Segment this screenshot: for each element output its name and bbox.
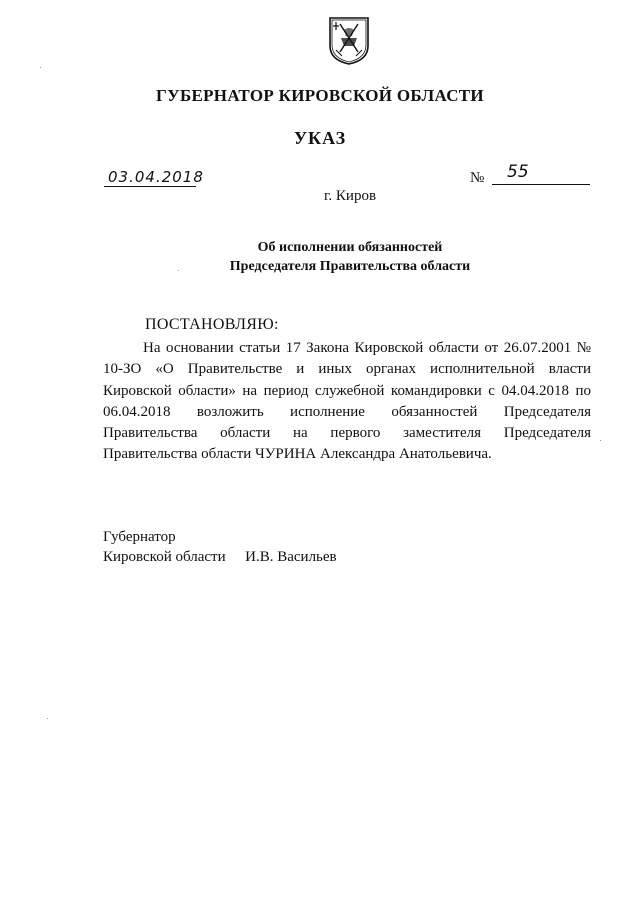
signature-region: Кировской области xyxy=(103,549,226,565)
decree-title: УКАЗ xyxy=(293,128,347,148)
decree-body: На основании статьи 17 Закона Кировской области от 26.07.2001 № 10-ЗО «О Правительстве и иных органах исполнительной власти Кировской области» на период служебной командировки с 04.04.2018 по 06.04.2018 возложить исполнение обязанностей Председателя Правительства области на первого заместителя Председателя Правительства области ЧУРИНА Александра Анатольевича. xyxy=(103,340,591,463)
authority-heading: ГУБЕРНАТОР КИРОВСКОЙ ОБЛАСТИ xyxy=(156,86,484,105)
coat-of-arms-icon xyxy=(328,16,370,66)
number-underline xyxy=(492,184,590,185)
subject-line-2: Председателя Правительства области xyxy=(229,259,471,274)
city: г. Киров xyxy=(323,188,377,204)
scan-speck xyxy=(47,718,48,719)
scan-speck xyxy=(178,270,179,271)
subject-line-1: Об исполнении обязанностей xyxy=(257,240,443,255)
decree-number: 55 xyxy=(507,162,529,182)
decree-date: 03.04.2018 xyxy=(108,168,204,186)
signature-name: И.В. Васильев xyxy=(245,549,337,565)
date-underline xyxy=(104,186,196,187)
signature-title: Губернатор xyxy=(103,529,176,545)
resolve-heading: ПОСТАНОВЛЯЮ: xyxy=(145,316,279,333)
number-label: № xyxy=(470,170,485,186)
scan-speck xyxy=(600,440,601,441)
signature-block xyxy=(103,549,337,566)
scan-speck xyxy=(40,67,41,68)
